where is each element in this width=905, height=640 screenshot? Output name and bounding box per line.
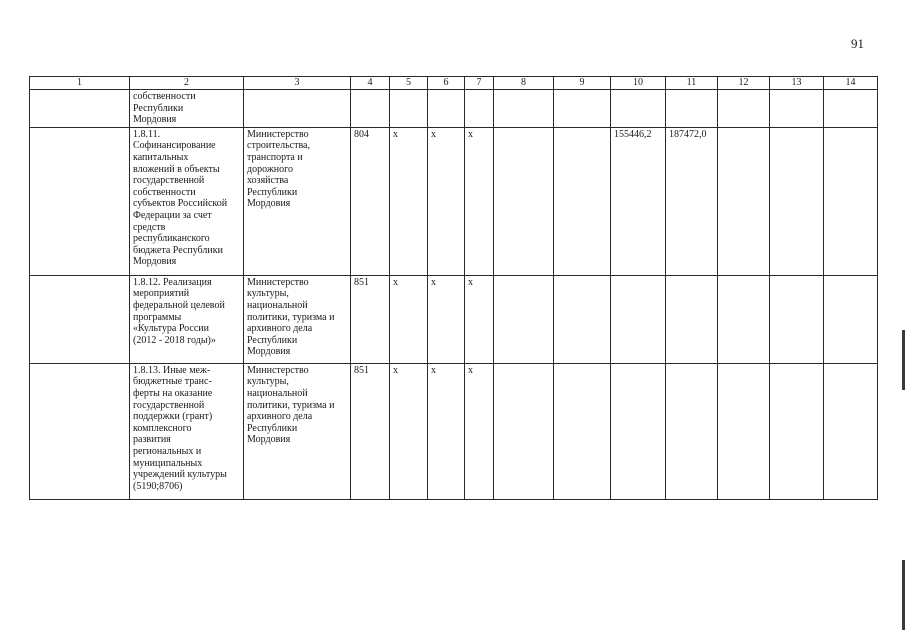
table-cell	[824, 127, 878, 275]
table-cell	[351, 90, 390, 128]
column-header: 7	[465, 77, 494, 90]
table-cell	[30, 275, 130, 363]
table-row	[30, 275, 878, 363]
table-cell: Министерство строительства, транспорта и дорожного хозяйства Республики Мордовия	[244, 127, 351, 275]
table-cell	[494, 363, 554, 499]
budget-table	[29, 76, 878, 500]
table-cell: x	[428, 363, 465, 499]
table-cell	[718, 363, 770, 499]
column-header: 8	[494, 77, 554, 90]
table-cell: 1.8.13. Иные меж- бюджетные транс- ферты на оказание государственной поддержки (грант) комплексного развития региональных и муниципальных учреждений культуры (5190;8706)	[130, 363, 244, 499]
table-cell	[824, 275, 878, 363]
table-row	[30, 363, 878, 499]
column-header: 2	[130, 77, 244, 90]
table-cell: x	[390, 127, 428, 275]
table-cell: 851	[351, 363, 390, 499]
table-cell: 187472,0	[666, 127, 718, 275]
column-header: 10	[611, 77, 666, 90]
table-cell: собственности Республики Мордовия	[130, 90, 244, 128]
table-cell: x	[428, 127, 465, 275]
table-cell	[824, 363, 878, 499]
column-header: 12	[718, 77, 770, 90]
column-header: 1	[30, 77, 130, 90]
table-cell	[30, 90, 130, 128]
table-cell	[824, 90, 878, 128]
table-cell	[770, 275, 824, 363]
table-cell: x	[465, 363, 494, 499]
column-header: 4	[351, 77, 390, 90]
table-cell	[494, 275, 554, 363]
table-cell	[718, 90, 770, 128]
table-cell	[30, 127, 130, 275]
table-cell	[770, 90, 824, 128]
table-cell	[554, 127, 611, 275]
table-cell	[554, 275, 611, 363]
column-header: 9	[554, 77, 611, 90]
table-cell	[611, 90, 666, 128]
table-cell	[465, 90, 494, 128]
header-row	[30, 77, 878, 90]
table-cell	[390, 90, 428, 128]
column-header: 14	[824, 77, 878, 90]
table-row	[30, 90, 878, 128]
table-cell	[666, 275, 718, 363]
table-cell: 1.8.11. Софинансирование капитальных вложений в объекты государственной собственности субъектов Российской Федерации за счет средств республиканского бюджета Республики Мордовия	[130, 127, 244, 275]
table-cell	[554, 90, 611, 128]
table-cell: 1.8.12. Реализация мероприятий федеральной целевой программы «Культура России (2012 - 2018 годы)»	[130, 275, 244, 363]
table-cell	[30, 363, 130, 499]
table-cell: 851	[351, 275, 390, 363]
table-cell	[611, 275, 666, 363]
table-cell	[718, 275, 770, 363]
column-header: 11	[666, 77, 718, 90]
column-header: 6	[428, 77, 465, 90]
table-cell	[554, 363, 611, 499]
table-cell	[770, 363, 824, 499]
table-cell: Министерство культуры, национальной политики, туризма и архивного дела Республики Мордовия	[244, 275, 351, 363]
table-cell	[666, 90, 718, 128]
table-cell: x	[428, 275, 465, 363]
column-header: 3	[244, 77, 351, 90]
table-cell: x	[390, 275, 428, 363]
table-cell: Министерство культуры, национальной политики, туризма и архивного дела Республики Мордовия	[244, 363, 351, 499]
table-cell: x	[465, 275, 494, 363]
table-cell	[244, 90, 351, 128]
table-cell: 155446,2	[611, 127, 666, 275]
table-cell	[666, 363, 718, 499]
table-cell	[718, 127, 770, 275]
table-row	[30, 127, 878, 275]
table-cell: x	[390, 363, 428, 499]
table-cell	[428, 90, 465, 128]
table-cell	[494, 127, 554, 275]
column-header: 13	[770, 77, 824, 90]
table-cell	[611, 363, 666, 499]
column-header: 5	[390, 77, 428, 90]
table-cell: x	[465, 127, 494, 275]
table-cell	[770, 127, 824, 275]
table-cell	[494, 90, 554, 128]
page-number: 91	[851, 36, 864, 51]
table-cell: 804	[351, 127, 390, 275]
